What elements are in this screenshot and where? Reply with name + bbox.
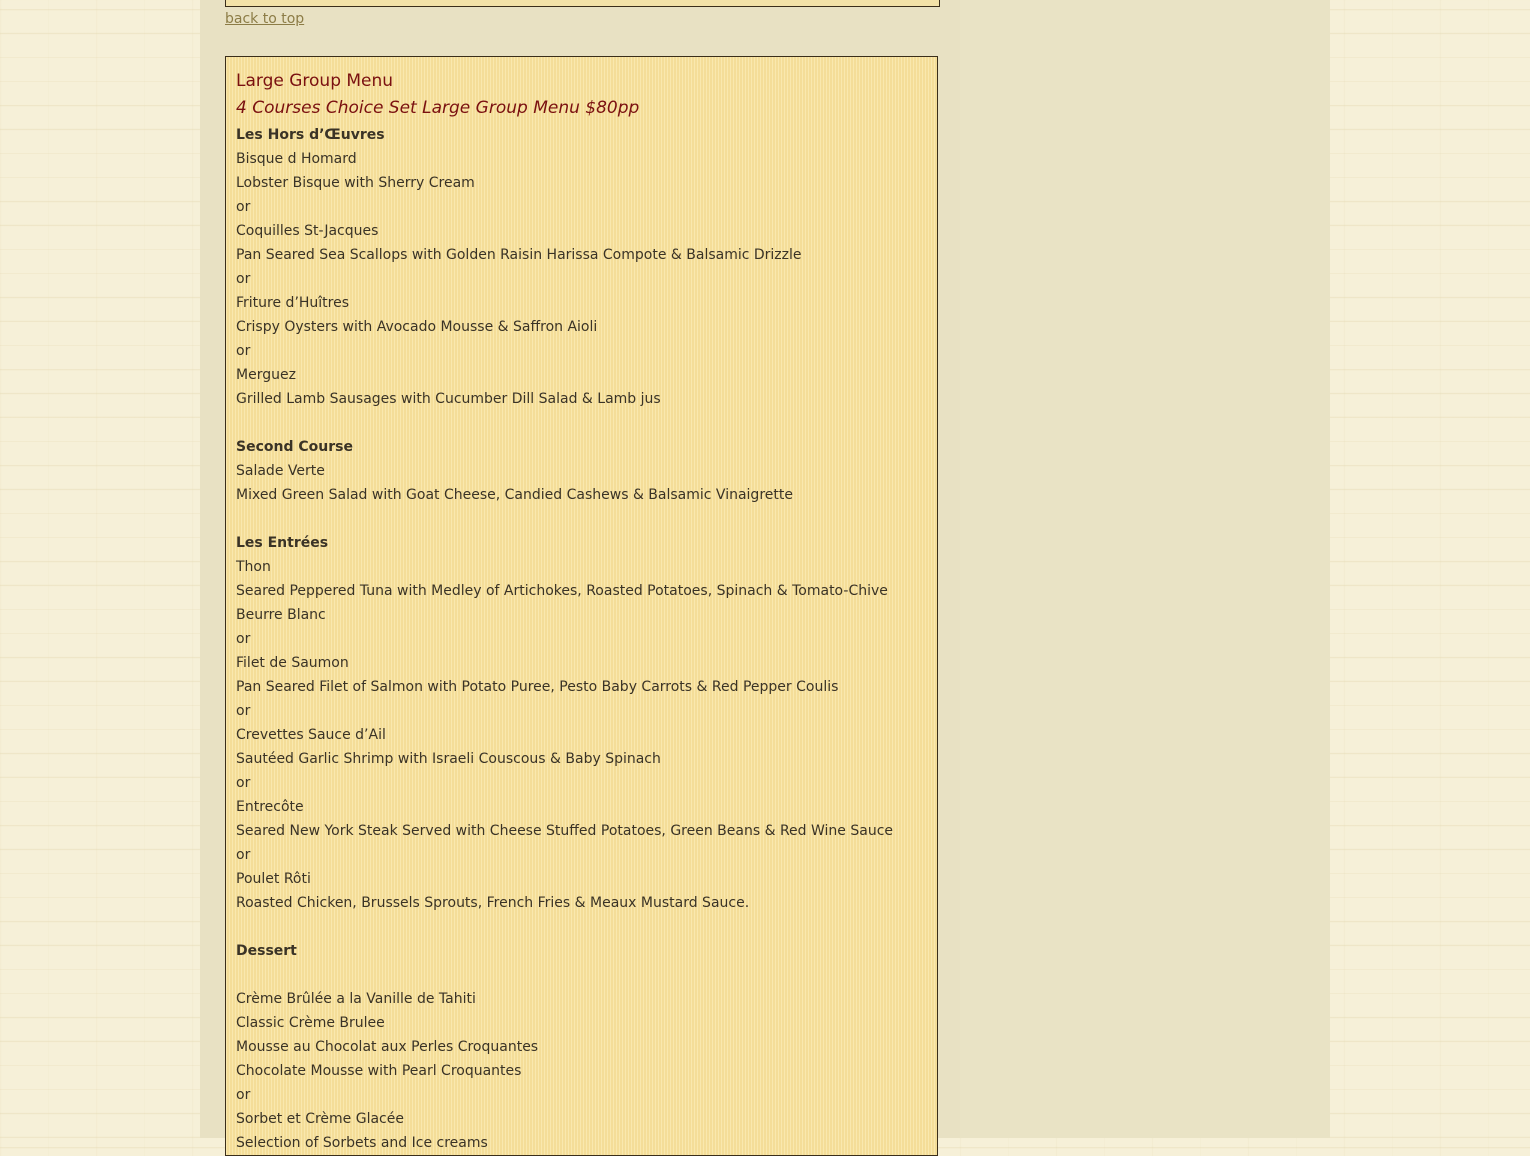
sidebar-column (960, 0, 1330, 1138)
back-to-top-link[interactable]: back to top (225, 11, 305, 27)
menu-item: Merguez (236, 367, 296, 383)
menu-item: Classic Crème Brulee (236, 1015, 385, 1031)
menu-title: Large Group Menu (236, 71, 394, 91)
or-separator: or (236, 847, 251, 863)
or-separator: or (236, 703, 251, 719)
menu-item: Crispy Oysters with Avocado Mousse & Saffron Aioli (236, 319, 598, 335)
menu-item: Poulet Rôti (236, 871, 311, 887)
menu-item: Crème Brûlée a la Vanille de Tahiti (236, 991, 476, 1007)
menu-item: Roasted Chicken, Brussels Sprouts, French Fries & Meaux Mustard Sauce. (236, 895, 750, 911)
menu-item: Coquilles St-Jacques (236, 223, 379, 239)
spacer (236, 411, 926, 435)
previous-menu-box (225, 0, 940, 7)
or-separator: or (236, 271, 251, 287)
page-wrapper (200, 0, 1330, 1151)
or-separator: or (236, 199, 251, 215)
course-heading: Les Hors d’Œuvres (236, 127, 385, 143)
menu-item: Thon (236, 559, 271, 575)
or-separator: or (236, 1087, 251, 1103)
menu-content (236, 69, 926, 1155)
or-separator: or (236, 343, 251, 359)
main-column (200, 0, 960, 1151)
menu-item: Seared New York Steak Served with Cheese Stuffed Potatoes, Green Beans & Red Wine Sauce (236, 823, 894, 839)
or-separator: or (236, 775, 251, 791)
menu-lines (236, 123, 926, 1155)
menu-item: Filet de Saumon (236, 655, 349, 671)
menu-item: Selection of Sorbets and Ice creams (236, 1135, 488, 1151)
menu-item: Pan Seared Filet of Salmon with Potato Puree, Pesto Baby Carrots & Red Pepper Coulis (236, 679, 839, 695)
menu-item: Pan Seared Sea Scallops with Golden Raisin Harissa Compote & Balsamic Drizzle (236, 247, 802, 263)
menu-item: Sautéed Garlic Shrimp with Israeli Couscous & Baby Spinach (236, 751, 661, 767)
menu-item: Sorbet et Crème Glacée (236, 1111, 404, 1127)
course-heading: Les Entrées (236, 535, 329, 551)
menu-item: Friture d’Huîtres (236, 295, 350, 311)
menu-item: Chocolate Mousse with Pearl Croquantes (236, 1063, 522, 1079)
menu-item: Lobster Bisque with Sherry Cream (236, 175, 475, 191)
spacer (236, 915, 926, 939)
menu-item: Mixed Green Salad with Goat Cheese, Candied Cashews & Balsamic Vinaigrette (236, 487, 793, 503)
menu-item: Mousse au Chocolat aux Perles Croquantes (236, 1039, 539, 1055)
or-separator: or (236, 631, 251, 647)
spacer (236, 507, 926, 531)
menu-item: Salade Verte (236, 463, 325, 479)
course-heading: Dessert (236, 943, 297, 959)
course-heading: Second Course (236, 439, 353, 455)
large-group-menu-box (225, 56, 938, 1156)
menu-item: Seared Peppered Tuna with Medley of Artichokes, Roasted Potatoes, Spinach & Tomato-Chive Beurre Blanc (236, 583, 888, 623)
spacer (236, 963, 926, 987)
menu-subtitle: 4 Courses Choice Set Large Group Menu $80pp (236, 98, 640, 118)
menu-item: Bisque d Homard (236, 151, 357, 167)
menu-item: Crevettes Sauce d’Ail (236, 727, 386, 743)
menu-item: Entrecôte (236, 799, 304, 815)
menu-item: Grilled Lamb Sausages with Cucumber Dill Salad & Lamb jus (236, 391, 661, 407)
